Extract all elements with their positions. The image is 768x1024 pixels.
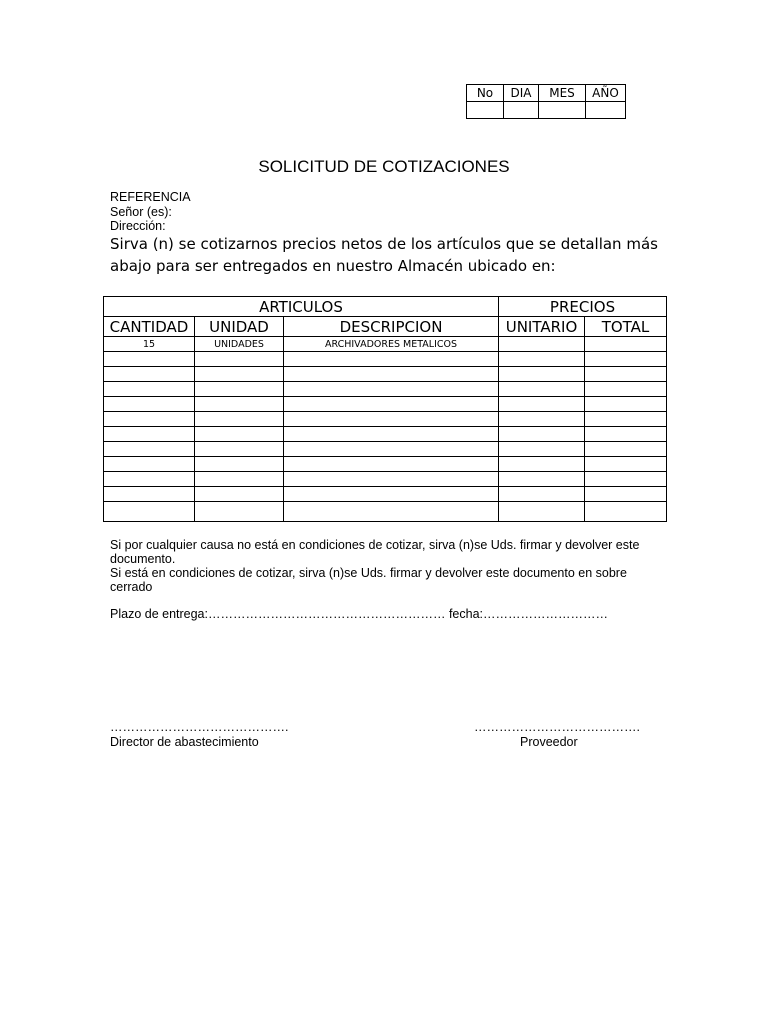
cell-cantidad[interactable] bbox=[104, 397, 195, 412]
cell-cantidad[interactable] bbox=[104, 487, 195, 502]
table-row bbox=[104, 442, 667, 457]
cell-unitario[interactable] bbox=[499, 397, 585, 412]
cell-unidad[interactable] bbox=[195, 367, 284, 382]
cell-descripcion[interactable] bbox=[284, 442, 499, 457]
note-cotizar: Si está en condiciones de cotizar, sirva (n)se Uds. firmar y devolver este documento en sobre cerrado bbox=[110, 566, 627, 594]
cell-descripcion[interactable] bbox=[284, 382, 499, 397]
cell-cantidad[interactable] bbox=[104, 427, 195, 442]
cell-unidad[interactable] bbox=[195, 427, 284, 442]
col-header-total: TOTAL bbox=[585, 317, 667, 337]
table-row bbox=[104, 367, 667, 382]
cell-cantidad[interactable] bbox=[104, 457, 195, 472]
table-row bbox=[104, 412, 667, 427]
col-header-unitario: UNITARIO bbox=[499, 317, 585, 337]
col-header-cantidad: CANTIDAD bbox=[104, 317, 195, 337]
cell-cantidad[interactable] bbox=[104, 412, 195, 427]
date-header-no: No bbox=[467, 85, 504, 102]
field-referencia: REFERENCIA bbox=[110, 190, 191, 204]
date-value-dia[interactable] bbox=[504, 102, 539, 119]
col-header-descripcion: DESCRIPCION bbox=[284, 317, 499, 337]
field-direccion: Dirección: bbox=[110, 219, 166, 233]
date-value-mes[interactable] bbox=[539, 102, 586, 119]
cell-unitario[interactable] bbox=[499, 442, 585, 457]
cell-descripcion[interactable] bbox=[284, 487, 499, 502]
cell-unidad[interactable] bbox=[195, 487, 284, 502]
cell-descripcion[interactable]: ARCHIVADORES METALICOS bbox=[284, 337, 499, 352]
cell-unitario[interactable] bbox=[499, 472, 585, 487]
field-senores: Señor (es): bbox=[110, 205, 172, 219]
cell-cantidad[interactable]: 15 bbox=[104, 337, 195, 352]
cell-cantidad[interactable] bbox=[104, 382, 195, 397]
cell-descripcion[interactable] bbox=[284, 397, 499, 412]
cell-descripcion[interactable] bbox=[284, 472, 499, 487]
date-box bbox=[466, 84, 626, 119]
group-header-precios: PRECIOS bbox=[499, 297, 667, 317]
cell-unidad[interactable]: UNIDADES bbox=[195, 337, 284, 352]
table-row bbox=[104, 487, 667, 502]
cell-unitario[interactable] bbox=[499, 382, 585, 397]
cell-descripcion[interactable] bbox=[284, 457, 499, 472]
cell-unitario[interactable] bbox=[499, 487, 585, 502]
cell-total[interactable] bbox=[585, 457, 667, 472]
cell-total[interactable] bbox=[585, 472, 667, 487]
table-row bbox=[104, 352, 667, 367]
articles-table bbox=[103, 296, 667, 522]
cell-total[interactable] bbox=[585, 502, 667, 522]
cell-descripcion[interactable] bbox=[284, 502, 499, 522]
signature-line-proveedor: …………………………………. bbox=[474, 720, 640, 734]
cell-unidad[interactable] bbox=[195, 412, 284, 427]
table-row bbox=[104, 337, 667, 352]
cell-cantidad[interactable] bbox=[104, 502, 195, 522]
table-row bbox=[104, 397, 667, 412]
date-value-anio[interactable] bbox=[586, 102, 626, 119]
cell-cantidad[interactable] bbox=[104, 472, 195, 487]
cell-total[interactable] bbox=[585, 487, 667, 502]
date-value-no[interactable] bbox=[467, 102, 504, 119]
cell-total[interactable] bbox=[585, 367, 667, 382]
cell-unidad[interactable] bbox=[195, 442, 284, 457]
date-header-dia: DIA bbox=[504, 85, 539, 102]
intro-paragraph: Sirva (n) se cotizarnos precios netos de los artículos que se detallan más abajo para ser entregados en nuestro Almacén ubicado en: bbox=[110, 235, 658, 275]
group-header-articulos: ARTICULOS bbox=[104, 297, 499, 317]
cell-unitario[interactable] bbox=[499, 352, 585, 367]
cell-descripcion[interactable] bbox=[284, 412, 499, 427]
date-header-mes: MES bbox=[539, 85, 586, 102]
cell-total[interactable] bbox=[585, 382, 667, 397]
cell-unitario[interactable] bbox=[499, 412, 585, 427]
signature-label-director: Director de abastecimiento bbox=[110, 735, 259, 749]
cell-cantidad[interactable] bbox=[104, 442, 195, 457]
table-row bbox=[104, 427, 667, 442]
cell-total[interactable] bbox=[585, 337, 667, 352]
cell-cantidad[interactable] bbox=[104, 352, 195, 367]
table-row bbox=[104, 472, 667, 487]
cell-total[interactable] bbox=[585, 442, 667, 457]
cell-unidad[interactable] bbox=[195, 502, 284, 522]
cell-unitario[interactable] bbox=[499, 457, 585, 472]
signature-line-director: ……………………………………. bbox=[110, 720, 289, 734]
cell-descripcion[interactable] bbox=[284, 352, 499, 367]
date-header-anio: AÑO bbox=[586, 85, 626, 102]
cell-total[interactable] bbox=[585, 397, 667, 412]
document-title: SOLICITUD DE COTIZACIONES bbox=[258, 157, 510, 176]
cell-total[interactable] bbox=[585, 427, 667, 442]
cell-unitario[interactable] bbox=[499, 427, 585, 442]
cell-descripcion[interactable] bbox=[284, 427, 499, 442]
cell-descripcion[interactable] bbox=[284, 367, 499, 382]
cell-cantidad[interactable] bbox=[104, 367, 195, 382]
table-row bbox=[104, 382, 667, 397]
cell-total[interactable] bbox=[585, 352, 667, 367]
cell-unidad[interactable] bbox=[195, 397, 284, 412]
col-header-unidad: UNIDAD bbox=[195, 317, 284, 337]
cell-unitario[interactable] bbox=[499, 502, 585, 522]
cell-unitario[interactable] bbox=[499, 367, 585, 382]
table-row bbox=[104, 457, 667, 472]
note-no-cotizar: Si por cualquier causa no está en condiciones de cotizar, sirva (n)se Uds. firmar y devolver este documento. bbox=[110, 538, 640, 566]
cell-unidad[interactable] bbox=[195, 352, 284, 367]
plazo-entrega-line: Plazo de entrega:………………………………………………… fecha:………………………… bbox=[110, 607, 609, 621]
cell-unidad[interactable] bbox=[195, 472, 284, 487]
table-row bbox=[104, 502, 667, 522]
articles-body bbox=[104, 337, 667, 522]
cell-total[interactable] bbox=[585, 412, 667, 427]
cell-unitario[interactable] bbox=[499, 337, 585, 352]
cell-unidad[interactable] bbox=[195, 457, 284, 472]
cell-unidad[interactable] bbox=[195, 382, 284, 397]
signature-label-proveedor: Proveedor bbox=[520, 735, 578, 749]
